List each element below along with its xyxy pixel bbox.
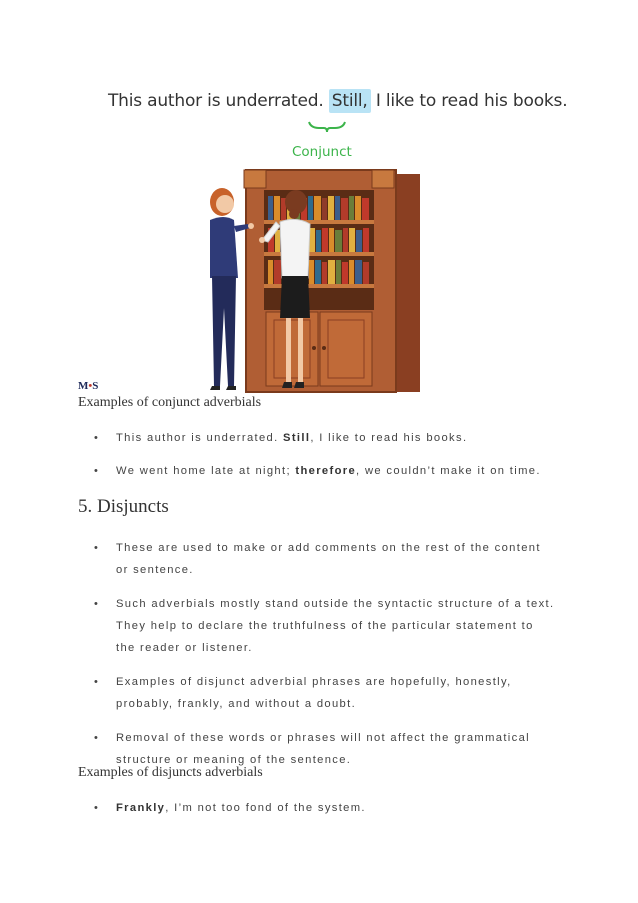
sentence-before: This author is underrated.	[108, 91, 329, 111]
bookcase-ornament-right	[372, 170, 394, 188]
example-sentence	[108, 91, 567, 111]
highlighted-conjunct: Still,	[329, 89, 371, 113]
site-logo: M•S	[78, 380, 99, 392]
list-item: • These are used to make or add comments on the rest of the content or sentence.	[97, 537, 557, 581]
books-row-1	[268, 196, 369, 220]
list-item: • This author is underrated. Still, I like to read his books.	[97, 427, 557, 449]
sentence-after: I like to read his books.	[370, 91, 568, 111]
conjunct-illustration	[78, 80, 568, 396]
section-heading: 5. Disjuncts	[78, 496, 169, 517]
caption-conjunct-examples: Examples of conjunct adverbials	[78, 395, 262, 410]
list-item: • We went home late at night; therefore, we couldn’t make it on time.	[97, 460, 557, 482]
conjunct-label: Conjunct	[292, 144, 352, 160]
brace-icon	[307, 120, 347, 134]
bookcase-with-women-illustration	[198, 168, 428, 396]
bookcase-ornament-left	[244, 170, 266, 188]
list-item: • Examples of disjunct adverbial phrases are hopefully, honestly, probably, frankly, and without a doubt.	[97, 671, 557, 715]
list-item: • Such adverbials mostly stand outside the syntactic structure of a text. They help to declare the truthfulness of the particular statement to the reader or listener.	[97, 593, 557, 659]
list-item: • Frankly, I’m not too fond of the system.	[97, 797, 557, 819]
caption-disjunct-examples: Examples of disjuncts adverbials	[78, 765, 263, 780]
list-item: • Removal of these words or phrases will not affect the grammatical structure or meaning of the sentence.	[97, 727, 557, 771]
